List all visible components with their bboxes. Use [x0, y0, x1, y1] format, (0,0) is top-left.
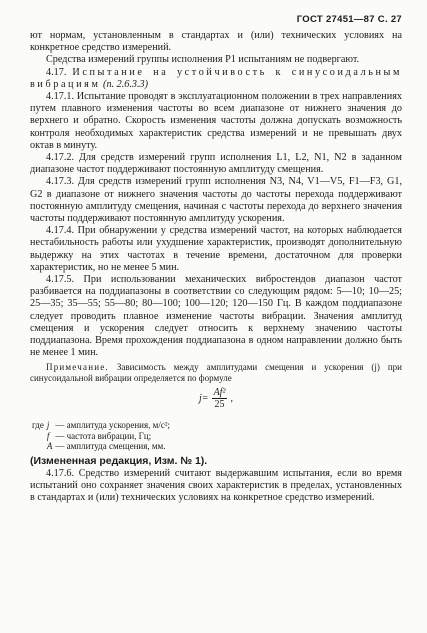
legend-symbol: A [46, 441, 53, 452]
note-text: Зависимость между амплитудами смещения и ускорения (j) при синусоидальной вибрации определяется по формуле [30, 362, 402, 384]
legend-prefix: где [32, 420, 44, 431]
section-title: Испытание на устойчивость к синусоидальным вибрациям [30, 66, 402, 90]
paragraph-4-17-4: 4.17.4. При обнаружении у средства измерений частот, на которых наблюдается нестабильность работы или ухудшение характеристик, производят дополнительную выдержку на этих частотах в течение времени, достаточном для проверки характеристик, но не менее 5 мин. [30, 225, 402, 273]
formula-denominator: 25 [214, 399, 225, 411]
legend-desc: — амплитуда ускорения, м/с²; [55, 420, 171, 431]
page-header: ГОСТ 27451—87 С. 27 [296, 14, 402, 25]
formula [30, 387, 402, 417]
paragraph-4-17-3: 4.17.3. Для средств измерений групп исполнения N3, N4, V1—V5, F1—F3, G1, G2 в диапазоне от нижнего значения частоты до частоты перехода поддерживают постоянную амплитуду смещения, начиная с частоты перехода до верхнего значения частоты поддерживают постоянную амплитуду ускорения. [30, 176, 402, 225]
amendment-note: (Измененная редакция, Изм. № 1). [30, 454, 208, 467]
paragraph-4-17-1: 4.17.1. Испытание проводят в эксплуатационном положении в трех направлениях путем плавного изменения частоты во всем диапазоне от нижнего значения до верхнего и обратно. Скорость изменения частоты должна допускать возможность контроля необходимых характеристик средства измерений и не превышать двух октав в минуту. [30, 91, 402, 151]
legend-symbol: f [46, 430, 50, 441]
legend-symbol: j [46, 420, 50, 431]
formula-tail: , [230, 393, 233, 405]
paragraph-4-17-2: 4.17.2. Для средств измерений групп исполнения L1, L2, N1, N2 в заданном диапазоне частот поддерживают постоянную амплитуду смещения. [30, 152, 402, 176]
legend-desc: — частота вибрации, Гц; [55, 430, 152, 441]
legend-desc: — амплитуда смещения, мм. [55, 441, 166, 452]
section-heading-4-17 [30, 67, 402, 91]
paragraph-4-17-6: 4.17.6. Средство измерений считают выдержавшим испытания, если во время испытаний оно сохраняет значения своих характеристик в пределах, установленных в стандартах и (или) технических условиях на конкретное средство измерений. [30, 467, 402, 504]
legend-prefix [32, 441, 47, 452]
paragraph-continuation: ют нормам, установленным в стандартах и (или) технических условиях на конкретное средство измерений. [30, 30, 402, 54]
note-title: Примечание. [46, 362, 109, 373]
legend-row [32, 431, 173, 442]
document-page [30, 14, 402, 505]
formula-numerator: Af² [213, 387, 226, 399]
legend-row [32, 420, 173, 431]
legend-prefix [32, 431, 47, 442]
legend-row [32, 441, 173, 452]
paragraph-4-17-5: 4.17.5. При использовании механических вибростендов диапазон частот разбивается на поддиапазоны в соответствии со следующим рядом: 5—10; 10—25; 25—35; 35—55; 55—80; 80—100; 100—120; 120—150 Гц. В каждом поддиапазоне следует проводить плавное изменение частоты вибрации. Значения амплитуд смещения и ускорения следует относить к верхнему значению частоты поддиапазона. Время прохождения поддиапазона в одном направлении должно быть не менее 1 мин. [30, 274, 402, 359]
section-reference: (п. 2.6.3.3) [103, 78, 149, 90]
note [30, 362, 402, 384]
legend-table [32, 420, 173, 452]
formula-fraction [212, 387, 228, 410]
paragraph-p1-group: Средства измерений группы исполнения Р1 испытаниям не подвергают. [46, 54, 360, 66]
formula-lhs: j= [199, 393, 209, 405]
section-number: 4.17. [46, 66, 67, 78]
